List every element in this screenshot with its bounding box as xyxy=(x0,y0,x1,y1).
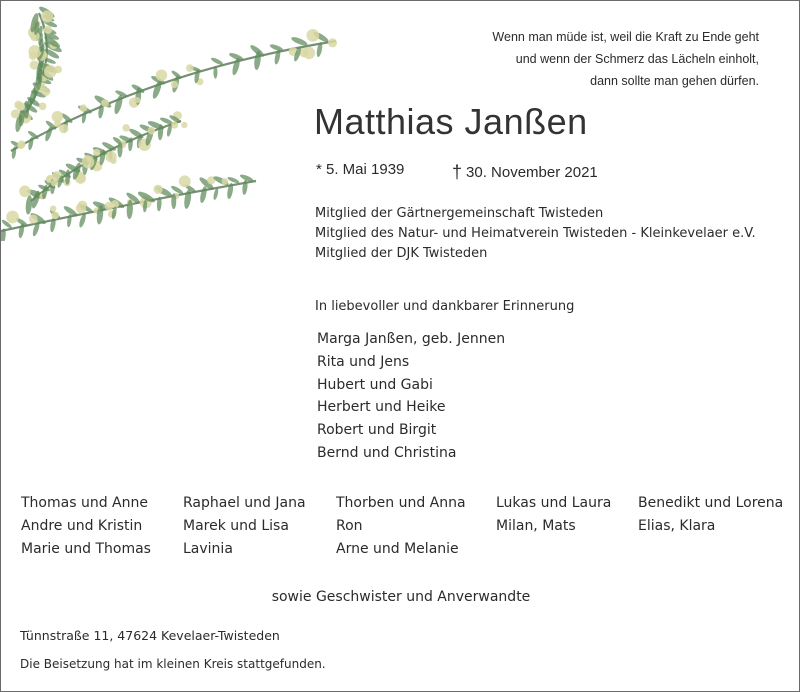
membership-line: Mitglied der Gärtnergemeinschaft Twisteden xyxy=(315,206,604,221)
death-date: 30. November 2021 xyxy=(466,164,598,181)
family-list xyxy=(317,328,505,465)
grandchildren-column xyxy=(183,492,306,560)
funeral-note: Die Beisetzung hat im kleinen Kreis stattgefunden. xyxy=(20,657,326,671)
grandchild-entry: Andre und Kristin xyxy=(21,517,143,534)
membership-line: Mitglied der DJK Twisteden xyxy=(315,246,488,261)
family-member: Robert und Birgit xyxy=(317,422,437,439)
grandchild-entry: Benedikt und Lorena xyxy=(638,495,784,511)
grandchildren-column xyxy=(638,492,783,538)
family-member: Hubert und Gabi xyxy=(317,376,433,393)
grandchild-entry: Marek und Lisa xyxy=(183,517,289,534)
family-member: Marga Janßen, geb. Jennen xyxy=(317,331,506,347)
deceased-name: Matthias Janßen xyxy=(314,101,588,142)
memberships xyxy=(315,204,756,264)
cross-icon: † xyxy=(452,162,463,182)
poem-line: Wenn man müde ist, weil die Kraft zu Ende geht xyxy=(492,30,759,44)
life-dates xyxy=(316,161,598,182)
birth-date: * 5. Mai 1939 xyxy=(316,161,405,178)
address: Tünnstraße 11, 47624 Kevelaer-Twisteden xyxy=(20,628,280,643)
grandchild-entry: Arne und Melanie xyxy=(336,540,459,557)
grandchildren-column xyxy=(496,492,611,538)
membership-line: Mitglied des Natur- und Heimatverein Twisteden - Kleinkevelaer e.V. xyxy=(315,226,756,241)
grandchild-entry: Milan, Mats xyxy=(496,517,576,534)
grandchildren-column xyxy=(336,492,466,560)
family-member: Bernd und Christina xyxy=(317,444,457,461)
mimosa-branch-image xyxy=(1,1,341,241)
poem-line: dann sollte man gehen dürfen. xyxy=(590,74,759,88)
memory-line: In liebevoller und dankbarer Erinnerung xyxy=(315,299,575,314)
death-date-group xyxy=(452,161,598,182)
relatives-line: sowie Geschwister und Anverwandte xyxy=(271,589,531,605)
grandchild-entry: Ron xyxy=(336,517,363,534)
grandchild-entry: Elias, Klara xyxy=(638,517,716,534)
grandchild-entry: Marie und Thomas xyxy=(21,540,151,557)
grandchild-entry: Lukas und Laura xyxy=(496,495,612,511)
family-member: Herbert und Heike xyxy=(317,399,446,416)
grandchild-entry: Lavinia xyxy=(183,540,233,557)
grandchildren xyxy=(1,492,800,562)
poem-line: und wenn der Schmerz das Lächeln einholt, xyxy=(515,52,759,66)
grandchild-entry: Raphael und Jana xyxy=(183,495,306,511)
grandchildren-column xyxy=(21,492,151,560)
grandchild-entry: Thorben und Anna xyxy=(336,495,466,511)
poem xyxy=(492,26,759,92)
family-member: Rita und Jens xyxy=(317,353,410,370)
grandchild-entry: Thomas und Anne xyxy=(21,495,148,511)
